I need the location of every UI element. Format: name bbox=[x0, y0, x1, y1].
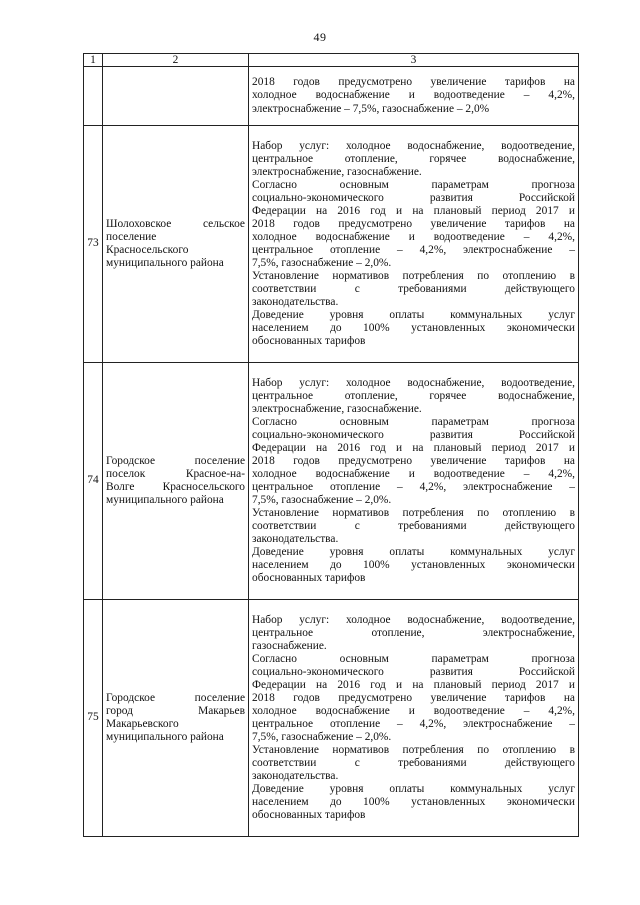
row-number: 74 bbox=[84, 363, 103, 600]
norms-paragraph bbox=[252, 744, 575, 783]
services-paragraph bbox=[252, 614, 575, 653]
text-line: город Макарьев bbox=[106, 704, 245, 717]
header-col-2: 2 bbox=[103, 54, 249, 67]
text-line: муниципального района bbox=[106, 257, 224, 270]
text-line: социально-экономического развития Российской bbox=[252, 191, 575, 204]
row-description bbox=[249, 363, 579, 600]
text-line: холодное водоснабжение и водоотведение – 4,2%, bbox=[252, 89, 575, 102]
text-line: 7,5%, газоснабжение – 2,0%. bbox=[252, 257, 392, 270]
text-line: центральное отопление, горячее водоснабжение, bbox=[252, 389, 575, 402]
text-line: холодное водоснабжение и водоотведение – 4,2%, bbox=[252, 704, 575, 717]
norms-paragraph bbox=[252, 270, 575, 309]
text-line: законодательства. bbox=[252, 770, 339, 783]
continuation-text bbox=[249, 67, 579, 126]
forecast-paragraph bbox=[252, 653, 575, 744]
text-line: центральное отопление, горячее водоснабжение, bbox=[252, 152, 575, 165]
text-line: Красносельского bbox=[106, 244, 189, 256]
row-number: 75 bbox=[84, 600, 103, 837]
text-line: Согласно основным параметрам прогноза bbox=[252, 652, 575, 665]
text-line: центральное отопление, электроснабжение, bbox=[252, 626, 575, 639]
text-line: 2018 годов предусмотрено увеличение тарифов на bbox=[252, 76, 575, 89]
text-line: Шолоховское сельское bbox=[106, 217, 245, 230]
text-line: Федерации на 2016 год и на плановый период 2017 и bbox=[252, 204, 575, 217]
municipality-name bbox=[103, 126, 249, 363]
text-line: электроснабжение – 7,5%, газоснабжение – 2,0% bbox=[252, 102, 490, 115]
text-line: законодательства. bbox=[252, 533, 339, 546]
row-description bbox=[249, 126, 579, 363]
norms-paragraph bbox=[252, 507, 575, 546]
services-paragraph bbox=[252, 377, 575, 416]
text-line: соответствии с требованиями действующего bbox=[252, 283, 575, 296]
text-line: Федерации на 2016 год и на плановый период 2017 и bbox=[252, 441, 575, 454]
text-line: Согласно основным параметрам прогноза bbox=[252, 178, 575, 191]
text-line: муниципального района bbox=[106, 731, 224, 744]
continuation-row bbox=[84, 67, 579, 126]
text-line: населением до 100% установленных экономически bbox=[252, 559, 575, 572]
continuation-name-cell bbox=[103, 67, 249, 126]
text-line: законодательства. bbox=[252, 296, 339, 309]
text-line: соответствии с требованиями действующего bbox=[252, 757, 575, 770]
text-line: Согласно основным параметрам прогноза bbox=[252, 415, 575, 428]
text-line: обоснованных тарифов bbox=[252, 335, 366, 348]
text-line: холодное водоснабжение и водоотведение – 4,2%, bbox=[252, 467, 575, 480]
text-line: центральное отопление – 4,2%, электроснабжение – bbox=[252, 481, 575, 493]
text-line: Набор услуг: холодное водоснабжение, водоотведение, bbox=[252, 613, 575, 626]
text-line: соответствии с требованиями действующего bbox=[252, 520, 575, 533]
row-number: 73 bbox=[84, 126, 103, 363]
table-row bbox=[84, 126, 579, 363]
text-line: Доведение уровня оплаты коммунальных услуг bbox=[252, 309, 575, 322]
text-line: Городское поселение bbox=[106, 691, 245, 704]
payment-paragraph bbox=[252, 783, 575, 822]
table-row bbox=[84, 600, 579, 837]
text-line: газоснабжение. bbox=[252, 639, 327, 652]
text-line: социально-экономического развития Российской bbox=[252, 428, 575, 441]
text-line: электроснабжение, газоснабжение. bbox=[252, 165, 422, 178]
payment-paragraph bbox=[252, 546, 575, 585]
payment-paragraph bbox=[252, 309, 575, 348]
header-col-1: 1 bbox=[84, 54, 103, 67]
text-line: муниципального района bbox=[106, 494, 224, 507]
text-line: Установление нормативов потребления по отоплению в bbox=[252, 270, 575, 283]
text-line: поселение bbox=[106, 230, 157, 243]
text-line: Доведение уровня оплаты коммунальных услуг bbox=[252, 783, 575, 796]
table-header-row bbox=[84, 54, 579, 67]
municipality-name bbox=[103, 600, 249, 837]
text-line: населением до 100% установленных экономически bbox=[252, 322, 575, 335]
text-line: Волге Красносельского bbox=[106, 481, 245, 493]
table-row bbox=[84, 363, 579, 600]
text-line: 2018 годов предусмотрено увеличение тарифов на bbox=[252, 217, 575, 230]
forecast-paragraph bbox=[252, 416, 575, 507]
text-line: электроснабжение, газоснабжение. bbox=[252, 402, 422, 415]
text-line: центральное отопление – 4,2%, электроснабжение – bbox=[252, 718, 575, 730]
text-line: центральное отопление – 4,2%, электроснабжение – bbox=[252, 244, 575, 256]
text-line: Макарьевского bbox=[106, 718, 179, 730]
text-line: населением до 100% установленных экономически bbox=[252, 796, 575, 809]
text-line: 7,5%, газоснабжение – 2,0%. bbox=[252, 731, 392, 744]
header-col-3: 3 bbox=[249, 54, 579, 67]
text-line: обоснованных тарифов bbox=[252, 809, 366, 822]
continuation-num-cell bbox=[84, 67, 103, 126]
text-line: 2018 годов предусмотрено увеличение тарифов на bbox=[252, 454, 575, 467]
row-description bbox=[249, 600, 579, 837]
text-line: Федерации на 2016 год и на плановый период 2017 и bbox=[252, 678, 575, 691]
text-line: 2018 годов предусмотрено увеличение тарифов на bbox=[252, 691, 575, 704]
services-paragraph bbox=[252, 140, 575, 179]
page-number: 49 bbox=[313, 30, 327, 44]
text-line: поселок Красное-на- bbox=[106, 467, 245, 480]
forecast-paragraph bbox=[252, 179, 575, 270]
text-line: Набор услуг: холодное водоснабжение, водоотведение, bbox=[252, 376, 575, 389]
text-line: холодное водоснабжение и водоотведение – 4,2%, bbox=[252, 230, 575, 243]
text-line: Городское поселение bbox=[106, 454, 245, 467]
text-line: Доведение уровня оплаты коммунальных услуг bbox=[252, 546, 575, 559]
text-line: 7,5%, газоснабжение – 2,0%. bbox=[252, 494, 392, 507]
text-line: Установление нормативов потребления по отоплению в bbox=[252, 744, 575, 757]
text-line: Набор услуг: холодное водоснабжение, водоотведение, bbox=[252, 139, 575, 152]
text-line: Установление нормативов потребления по отоплению в bbox=[252, 507, 575, 520]
tariffs-table bbox=[83, 53, 579, 837]
text-line: социально-экономического развития Российской bbox=[252, 665, 575, 678]
municipality-name bbox=[103, 363, 249, 600]
text-line: обоснованных тарифов bbox=[252, 572, 366, 585]
